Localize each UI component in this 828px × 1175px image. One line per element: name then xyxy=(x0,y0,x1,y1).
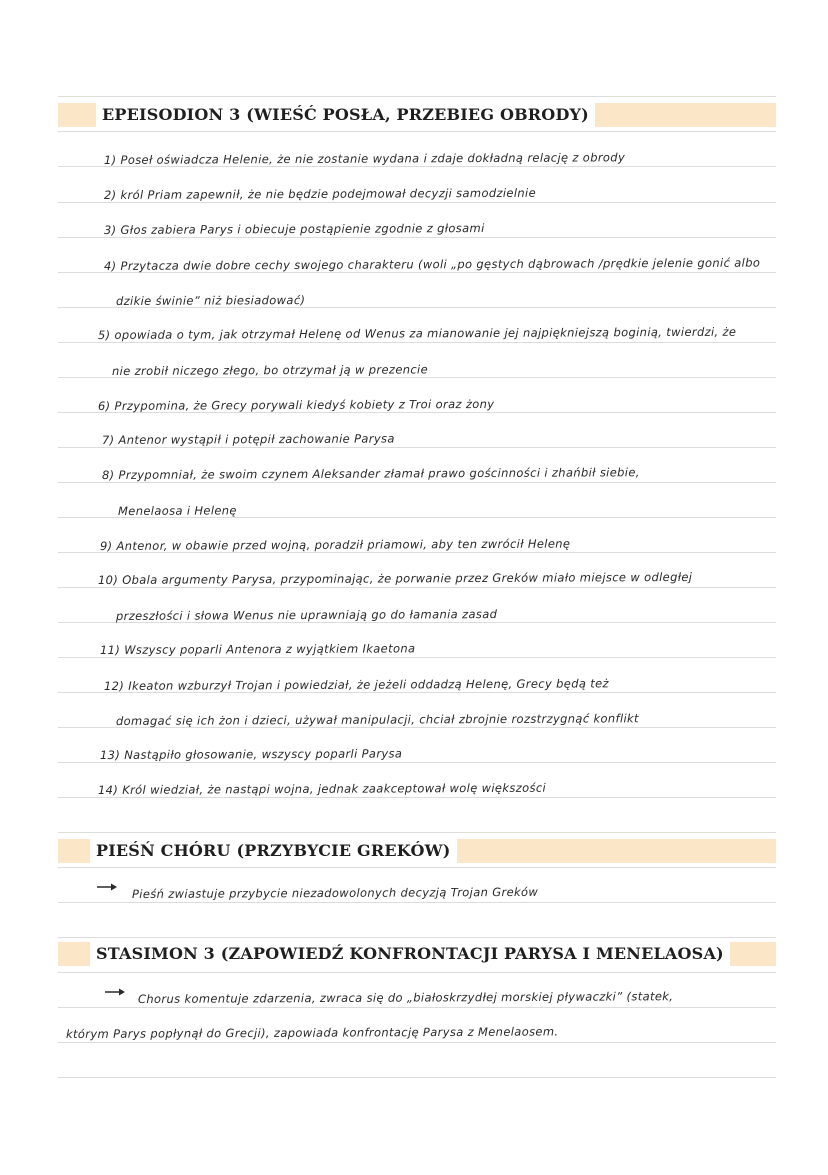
section-title: EPEISODION 3 (WIEŚĆ POSŁA, PRZEBIEG OBRODY) xyxy=(96,100,595,128)
ruled-line xyxy=(58,972,776,973)
ruled-line xyxy=(58,1007,776,1008)
note-line: Pieśń zwiastuje przybycie niezadowolonych decyzją Trojan Greków xyxy=(131,884,539,901)
note-line: 4) Przytacza dwie dobre cechy swojego charakteru (woli „po gęstych dąbrowach /prędkie jelenie gonić albo xyxy=(103,255,761,273)
note-line: 6) Przypomina, że Grecy porywali kiedyś kobiety z Troi oraz żony xyxy=(97,396,495,413)
ruled-line xyxy=(58,237,776,238)
ruled-line xyxy=(58,131,776,132)
note-line: 2) król Priam zapewnił, że nie będzie podejmował decyzji samodzielnie xyxy=(103,185,537,202)
note-line: 5) opowiada o tym, jak otrzymał Helenę od Wenus za mianowanie jej najpiękniejszą boginią, twierdzi, że xyxy=(97,324,737,342)
ruled-line xyxy=(58,657,776,658)
note-line: dzikie świnie” niż biesiadować) xyxy=(115,293,306,308)
ruled-line xyxy=(58,342,776,343)
ruled-line xyxy=(58,832,776,833)
arrow-right-icon xyxy=(96,882,118,892)
ruled-line xyxy=(58,867,776,868)
arrow-right-icon xyxy=(104,987,126,997)
note-line: nie zrobił niczego złego, bo otrzymał ją w prezencie xyxy=(111,362,429,378)
section-heading-stasimon xyxy=(58,942,776,966)
note-line: 10) Obala argumenty Parysa, przypominając, że porwanie przez Greków miało miejsce w odległej xyxy=(97,569,693,587)
section-title: STASIMON 3 (ZAPOWIEDŹ KONFRONTACJI PARYSA I MENELAOSA) xyxy=(90,939,730,967)
ruled-line xyxy=(58,1077,776,1078)
ruled-line xyxy=(58,587,776,588)
note-line: 13) Nastąpiło głosowanie, wszyscy poparli Parysa xyxy=(99,746,403,762)
ruled-line xyxy=(58,202,776,203)
note-line: domagać się ich żon i dzieci, używał manipulacji, chciał zbrojnie rozstrzygnąć konflikt xyxy=(115,711,639,728)
note-line: Menelaosa i Helenę xyxy=(117,503,237,518)
note-line: 8) Przypomniał, że swoim czynem Aleksander złamał prawo gościnności i zhańbił siebie, xyxy=(101,465,640,482)
note-line: 12) Ikeaton wzburzył Trojan i powiedział, że jeżeli oddadzą Helenę, Grecy będą też xyxy=(103,676,609,693)
note-line: przeszłości i słowa Wenus nie uprawniają go do łamania zasad xyxy=(115,607,498,623)
ruled-line xyxy=(58,96,776,97)
note-line: 9) Antenor, w obawie przed wojną, poradził priamowi, aby ten zwrócił Helenę xyxy=(99,536,571,553)
ruled-line xyxy=(58,482,776,483)
ruled-line xyxy=(58,762,776,763)
section-heading-epeisodion xyxy=(58,103,776,127)
note-line: 3) Głos zabiera Parys i obiecuje postąpienie zgodnie z głosami xyxy=(103,221,485,237)
ruled-line xyxy=(58,797,776,798)
ruled-line xyxy=(58,1042,776,1043)
ruled-line xyxy=(58,447,776,448)
ruled-line xyxy=(58,902,776,903)
note-line: 7) Antenor wystąpił i potępił zachowanie Parysa xyxy=(101,431,395,447)
note-line: Chorus komentuje zdarzenia, zwraca się do „białoskrzydłej morskiej pływaczki” (statek, xyxy=(137,989,674,1006)
section-title: PIEŚŃ CHÓRU (PRZYBYCIE GREKÓW) xyxy=(90,836,457,864)
ruled-line xyxy=(58,937,776,938)
note-line: 14) Król wiedział, że nastąpi wojna, jednak zaakceptował wolę większości xyxy=(97,780,547,797)
note-line: 11) Wszyscy poparli Antenora z wyjątkiem Ikaetona xyxy=(99,641,416,657)
note-line: którym Parys popłynął do Grecji), zapowiada konfrontację Parysa z Menelaosem. xyxy=(65,1024,559,1041)
note-line: 1) Poseł oświadcza Helenie, że nie zostanie wydana i zdaje dokładną relację z obrody xyxy=(103,150,626,167)
section-heading-piesn xyxy=(58,839,776,863)
